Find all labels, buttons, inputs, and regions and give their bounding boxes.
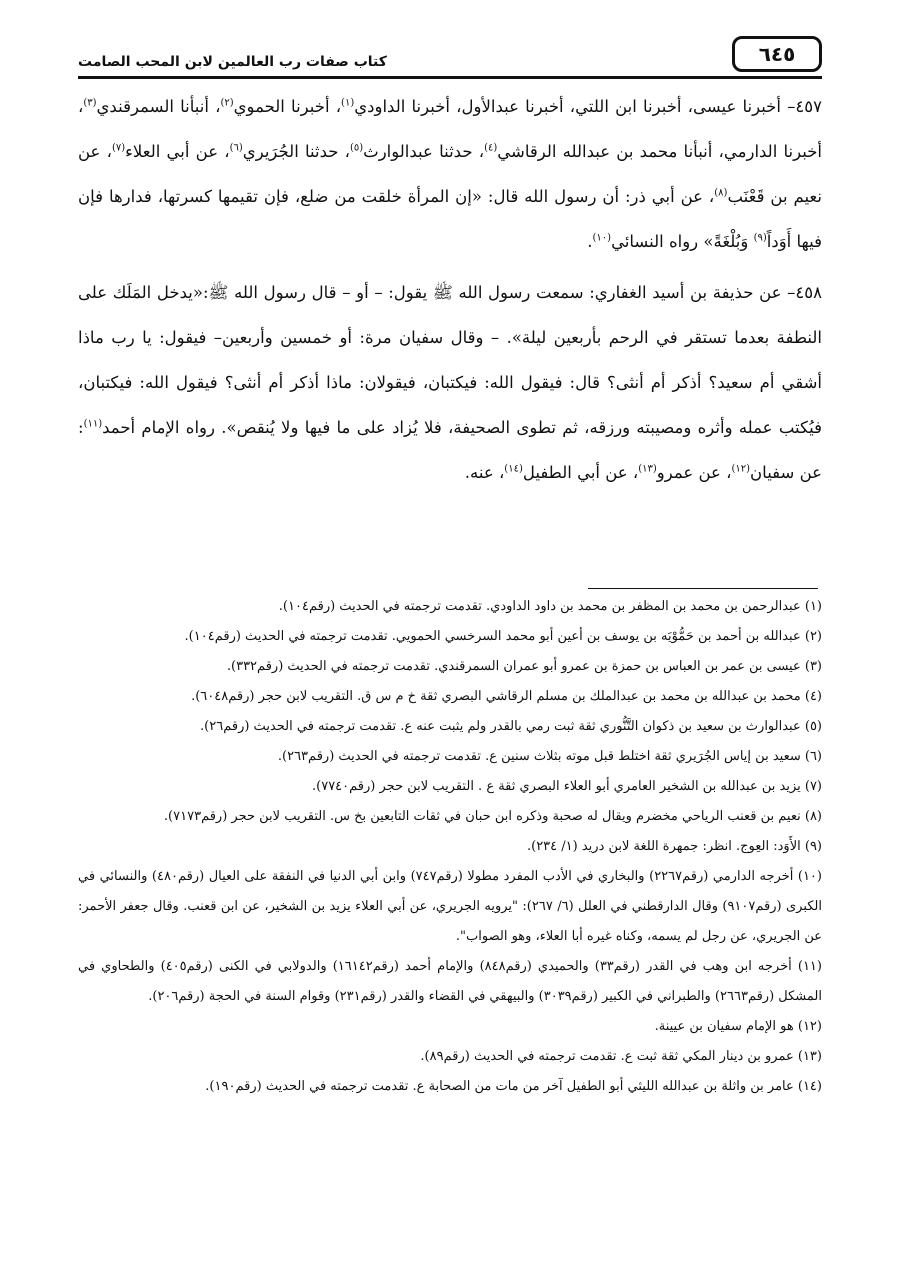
footnote-ref: (١٠) — [592, 232, 612, 244]
footnote-ref: (٧) — [111, 142, 126, 154]
footnote: (٤) محمد بن عبدالله بن محمد بن عبدالملك بن مسلم الرقاشي البصري ثقة خ م س ق. التقريب لابن حجر (رقم٦٠٤٨). — [191, 689, 822, 704]
text-segment: ، عن أبي العلاء — [125, 142, 230, 161]
footnote: (٦) سعيد بن إياس الجُرَيري ثقة اختلط قبل موته بثلاث سنين ع. تقدمت ترجمته في الحديث (رقم٢٦٣). — [277, 749, 822, 764]
footnote: (١١) أخرجه ابن وهب في القدر (رقم٣٣) والحميدي (رقم٨٤٨) والإمام أحمد (رقم١٦١٤٢) والدولابي في الكنى (رقم٤٠٥) والطحاوي في المشكل (رقم٢٦٦٣) والطبراني في الكبير (رقم٣٠٣٩) والبيهقي في القضاء والقدر (رقم٢٣١) وقوام السنة في الحجة (رقم٢٠٦). — [78, 959, 822, 1004]
footnote-ref: (٣) — [83, 97, 97, 109]
text-segment: ، عن أبي الطفيل — [522, 463, 639, 482]
hadith-paragraph — [78, 270, 822, 495]
page-number — [732, 36, 822, 72]
footnote: (٧) يزيد بن عبدالله بن الشخير العامري أبو العلاء البصري ثقة ع . التقريب لابن حجر (رقم٧٧٤٠). — [312, 779, 822, 794]
text-segment: ، أخبرنا الحموي — [233, 97, 342, 116]
running-title: كتاب صفات رب العالمين لابن المحب الصامت — [78, 54, 387, 70]
hadith-paragraph — [78, 84, 822, 264]
footnote: (١٠) أخرجه الدارمي (رقم٢٢٦٧) والبخاري في الأدب المفرد مطولا (رقم٧٤٧) وابن أبي الدنيا في النفقة على العيال (رقم٤٨٠) والنسائي في الكبرى (رقم٩١٠٧) وقال الدارقطني في العلل (٦/ ٢٦٧): "يرويه الجريري، عن أبي العلاء يزيد بن الشخير، عن ابن قعنب. وقال جعفر الأحمر: عن الجريري، عن رجل لم يسمه، وكناه غيره أبا العلاء، وهو الصواب". — [78, 869, 823, 944]
footnote-ref: (١) — [341, 97, 355, 109]
text-segment: ، عن عمرو — [656, 463, 732, 482]
text-segment: . — [587, 232, 593, 251]
text-segment: ٤٥٨– عن حذيفة بن أسيد الغفاري: سمعت رسول الله ﷺ يقول: – أو – قال رسول الله ﷺ:«يدخل المَلَك على النطفة بعدما تستقر في الرحم بأربعين ليلة». – وقال سفيان مرة: أو خمسين وأربعين– فيقول: يا رب ماذا أشقي أم سعيد؟ أذكر أم أنثى؟ قال: فيقول الله: فيكتبان، فيقولان: ماذا أذكر أم أنثى؟ فيقول الله: فيكتبان، فيُكتب عمله وأثره ومصيبته ورزقه، ثم تطوى الصحيفة، فلا يُزاد على ما فيها ولا يُنقص». رواه الإمام أحمد — [78, 283, 822, 437]
header-rule — [78, 76, 822, 79]
footnote-ref: (١٢) — [731, 463, 751, 475]
footnote-ref: (٢) — [220, 97, 234, 109]
page-header — [78, 36, 822, 74]
footnote: (٥) عبدالوارث بن سعيد بن ذكوان التَّنُّوري ثقة ثبت رمي بالقدر ولم يثبت عنه ع. تقدمت ترجمته في الحديث (رقم٢٦). — [200, 719, 822, 734]
text-segment: ٤٥٧– أخبرنا عيسى، أخبرنا ابن اللتي، أخبرنا عبدالأول، أخبرنا الداودي — [354, 97, 822, 116]
footnote-ref: (١٤) — [504, 463, 523, 475]
page-number-text: ٦٤٥ — [758, 42, 796, 66]
footnote-ref: (٨) — [714, 187, 728, 199]
text-segment: ، حدثنا الجُرَيري — [242, 142, 350, 161]
footnote-ref: (٩) — [753, 232, 767, 244]
footnote: (١٤) عامر بن واثلة بن عبدالله الليثي أبو الطفيل آخر من مات من الصحابة ع. تقدمت ترجمته في الحديث (رقم١٩٠). — [205, 1079, 822, 1094]
text-segment: وَبُلْغَةً» رواه النسائي — [611, 232, 754, 251]
footnote: (٣) عيسى بن عمر بن العباس بن حمزة بن عمرو أبو عمران السمرقندي. تقدمت ترجمته في الحديث (رقم٣٣٢). — [226, 659, 822, 674]
footnote: (١٣) عمرو بن دينار المكي ثقة ثبت ع. تقدمت ترجمته في الحديث (رقم٨٩). — [420, 1049, 822, 1064]
footnotes-section — [78, 592, 822, 1102]
text-segment: ، عنه. — [464, 463, 505, 482]
footnote-ref: (٦) — [229, 142, 243, 154]
text-segment: ، حدثنا عبدالوارث — [363, 142, 485, 161]
text-segment: ، أخبرنا الدارمي، أنبأنا محمد بن عبدالله الرقاشي — [78, 97, 822, 161]
footnote: (٢) عبدالله بن أحمد بن حَمُّوْيَه بن يوسف بن أعين أبو محمد السرخسي الحمويي. تقدمت ترجمته في الحديث (رقم١٠٤). — [184, 629, 822, 644]
footnote-ref: (٤) — [484, 142, 498, 154]
main-text — [78, 84, 822, 501]
footnote: (١٢) هو الإمام سفيان بن عيينة. — [654, 1019, 822, 1034]
footnote-ref: (١٣) — [638, 463, 657, 475]
footnote: (١) عبدالرحمن بن محمد بن المظفر بن محمد بن داود الداودي. تقدمت ترجمته في الحديث (رقم١٠٤). — [278, 599, 822, 614]
footnote-separator — [588, 588, 818, 589]
footnote-ref: (١١) — [83, 418, 103, 430]
footnote: (٨) نعيم بن قعنب الرياحي مخضرم ويقال له صحبة وذكره ابن حبان في ثقات التابعين بخ س. التقريب لابن حجر (رقم٧١٧٣). — [163, 809, 822, 824]
text-segment: ، عن أبي ذر: أن رسول الله قال: «إن المرأة خلقت من ضلع، فإن تقيمها كسرتها، فدارها فإن فيها أَوَداً — [78, 187, 822, 251]
footnote: (٩) الأَوَد: العِوج. انظر: جمهرة اللغة لابن دريد (١/ ٢٣٤). — [526, 839, 822, 854]
text-segment: ، أنبأنا السمرقندي — [96, 97, 221, 116]
footnote-ref: (٥) — [349, 142, 364, 154]
text-segment: : عن سفيان — [78, 418, 822, 482]
text-segment: ، عن نعيم بن قَعْنَب — [78, 142, 822, 206]
